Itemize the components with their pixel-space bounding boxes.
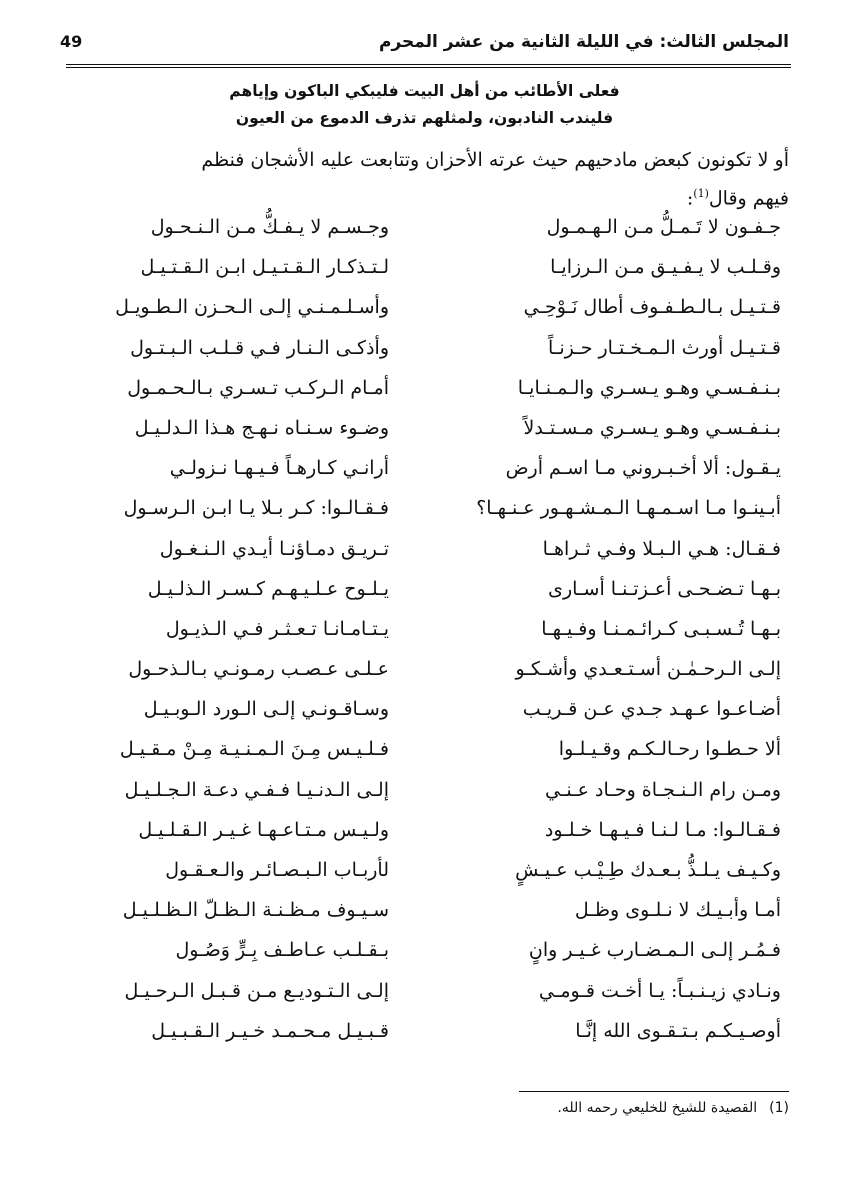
footnote-text: القصيدة للشيخ للخليعي رحمه الله. (557, 1100, 758, 1116)
intro-line: فعلى الأطائب من أهل البيت فليبكي الباكون وإياهم (229, 82, 620, 100)
poem-second-hemistich: قـبـيـل مـحـمـد خـيـر الـقـبـيـل (151, 1019, 389, 1042)
poem-second-hemistich: وأسـلـمـنـي إلـى الـحـزن الـطـويـل (115, 296, 389, 319)
poem-first-hemistich: ومـن رام الـنـجـاة وحـاد عـنـي (544, 778, 781, 801)
poem-couplet (60, 250, 789, 290)
poem-second-hemistich: عـلـى عـصـب رمـونـي بـالـذحـول (128, 658, 389, 681)
poem-second-hemistich: وسـاقـونـي إلـى الـورد الـوبـيـل (143, 698, 389, 721)
poem-first-hemistich: أضـاعـوا عـهـد جـدي عـن قـريـب (522, 698, 781, 721)
poem-first-hemistich: بـنـفـسـي وهـو يـسـري والـمـنـايـا (517, 376, 781, 399)
poem-first-hemistich: فـقـال: هـي الـبـلا وفـي ثـراهـا (542, 537, 781, 560)
poem-second-hemistich: يـلـوح عـلـيـهـم كـسـر الـذلـيـل (147, 577, 389, 600)
poem-second-hemistich: تـريـق دمـاؤنـا أيـدي الـنـغـول (159, 537, 389, 560)
intro-verse (60, 78, 789, 132)
poem-first-hemistich: فـمُـر إلـى الـمـضـارب غـيـر وانٍ (528, 939, 781, 962)
poem-couplet (60, 813, 789, 853)
poem-first-hemistich: وقـلـب لا يـفـيـق مـن الـرزايـا (550, 256, 781, 279)
poem-couplet (60, 1014, 789, 1054)
poem-first-hemistich: بـهـا تُـسـبـى كـرائـمـنـا وفـيـهـا (541, 617, 781, 640)
poem-couplet (60, 893, 789, 933)
prose-paragraph (62, 144, 789, 215)
poem-couplet (60, 331, 789, 371)
poem-couplet (60, 933, 789, 973)
poem-first-hemistich: أبـينـوا مـا اسـمـهـا الـمـشـهـور عـنـهـا؟ (476, 497, 781, 520)
poem-couplet (60, 411, 789, 451)
poem-second-hemistich: إلـى الـتـوديـع مـن قـبـل الـرحـيـل (124, 979, 389, 1002)
poem-second-hemistich: أمـام الـركـب تـسـري بـالـحـمـول (127, 376, 389, 399)
poem-first-hemistich: جـفـون لا تَـمـلُّ مـن الـهـمـول (546, 216, 781, 238)
intro-line: فليندب النادبون، ولمثلهم تذرف الدموع من العيون (235, 109, 614, 127)
poem-second-hemistich: فـقـالـوا: كـر بـلا يـا ابـن الـرسـول (123, 497, 389, 520)
poem-first-hemistich: وكـيـف يـلـذُّ بـعـدك طِـيْـب عـيـشٍ (515, 859, 781, 881)
poem-second-hemistich: وضـوء سـنـاه نـهـج هـذا الـدلـيـل (134, 416, 389, 439)
poem-couplet (60, 290, 789, 330)
poem-second-hemistich: فـلـيـس مِـنَ الـمـنـيـة مِـنْ مـقـيـل (119, 738, 389, 761)
poem-second-hemistich: وجـسـم لا يـفـكُّ مـن الـنـحـول (150, 216, 389, 238)
poem-first-hemistich: يـقـول: ألا أخـبـروني مـا اسـم أرض (505, 457, 781, 480)
poem-first-hemistich: قـتـيـل بـالـطـفـوف أطال نَـوْحِـي (523, 296, 781, 319)
poem-couplet (60, 451, 789, 491)
poem-couplet (60, 210, 789, 250)
poem-second-hemistich: إلـى الـدنـيـا فـفـي دعـة الـجـلـيـل (124, 778, 389, 801)
poem-first-hemistich: ألا حـطـوا رحـالـكـم وقـيـلـوا (558, 738, 781, 761)
footnote-marker: (1) (769, 1100, 789, 1116)
poem-first-hemistich: أمـا وأبـيـك لا نـلـوى وظـل (574, 899, 781, 922)
poem-couplet (60, 732, 789, 772)
poem-first-hemistich: بـنـفـسـي وهـو يـسـري مـسـتـدلاً (523, 416, 781, 439)
poem-second-hemistich: سـيـوف مـظـنـة الـظـلّ الـظـلـيـل (122, 899, 389, 922)
poem-second-hemistich: وأذكـى الـنـار فـي قـلـب الـبـتـول (130, 336, 389, 359)
header-divider (66, 64, 791, 68)
chapter-title: المجلس الثالث: في الليلة الثانية من عشر المحرم (378, 32, 789, 52)
poem-couplet (60, 773, 789, 813)
poem-first-hemistich: بـهـا تـضـحـى أعـزتـنـا أسـارى (548, 577, 781, 600)
running-header (60, 32, 789, 60)
prose-line: أو لا تكونون كبعض مادحيهم حيث عرته الأحزان وتتابعت عليه الأشجان فنظم (201, 149, 789, 171)
poem-couplet (60, 532, 789, 572)
footnote (557, 1100, 789, 1116)
poem-couplet (60, 572, 789, 612)
poem-couplet (60, 853, 789, 893)
poem-first-hemistich: إلـى الـرحـمٰـن أسـتـعـدي وأشـكـو (515, 658, 781, 681)
poem-first-hemistich: أوصـيـكـم بـتـقـوى الله إنَّـا (575, 1019, 781, 1042)
footnote-reference[interactable]: (1) (693, 187, 709, 200)
poem-second-hemistich: أرانـي كـارهـاً فـيـهـا نـزولـي (169, 457, 389, 480)
poem-first-hemistich: قـتـيـل أورث الـمـخـتـار حـزنـاً (548, 336, 781, 359)
poem-couplet (60, 612, 789, 652)
page-number: 49 (60, 32, 83, 51)
prose-text: فيهم وقال (708, 187, 789, 210)
poem (60, 210, 789, 1054)
poem-couplet (60, 974, 789, 1014)
poem-second-hemistich: لـتـذكـار الـقـتـيـل ابـن الـقـتـيـل (140, 256, 389, 279)
poem-first-hemistich: ونـادي زيـنـبـاً: يـا أخـت قـومـي (538, 979, 781, 1002)
poem-second-hemistich: بـقـلـب عـاطـف بِـرٍّ وَصُـول (175, 939, 389, 962)
prose-colon: : (686, 187, 694, 210)
poem-second-hemistich: لأربـاب الـبـصـائـر والـعـقـول (165, 859, 389, 881)
poem-second-hemistich: ولـيـس مـتـاعـهـا غـيـر الـقـلـيـل (138, 818, 389, 841)
poem-couplet (60, 692, 789, 732)
footnote-divider (519, 1091, 789, 1092)
poem-couplet (60, 652, 789, 692)
poem-couplet (60, 491, 789, 531)
poem-couplet (60, 371, 789, 411)
poem-second-hemistich: يـتـامـانـا تـعـثـر فـي الـذيـول (165, 617, 389, 640)
poem-first-hemistich: فـقـالـوا: مـا لـنـا فـيـهـا خـلـود (544, 818, 781, 841)
